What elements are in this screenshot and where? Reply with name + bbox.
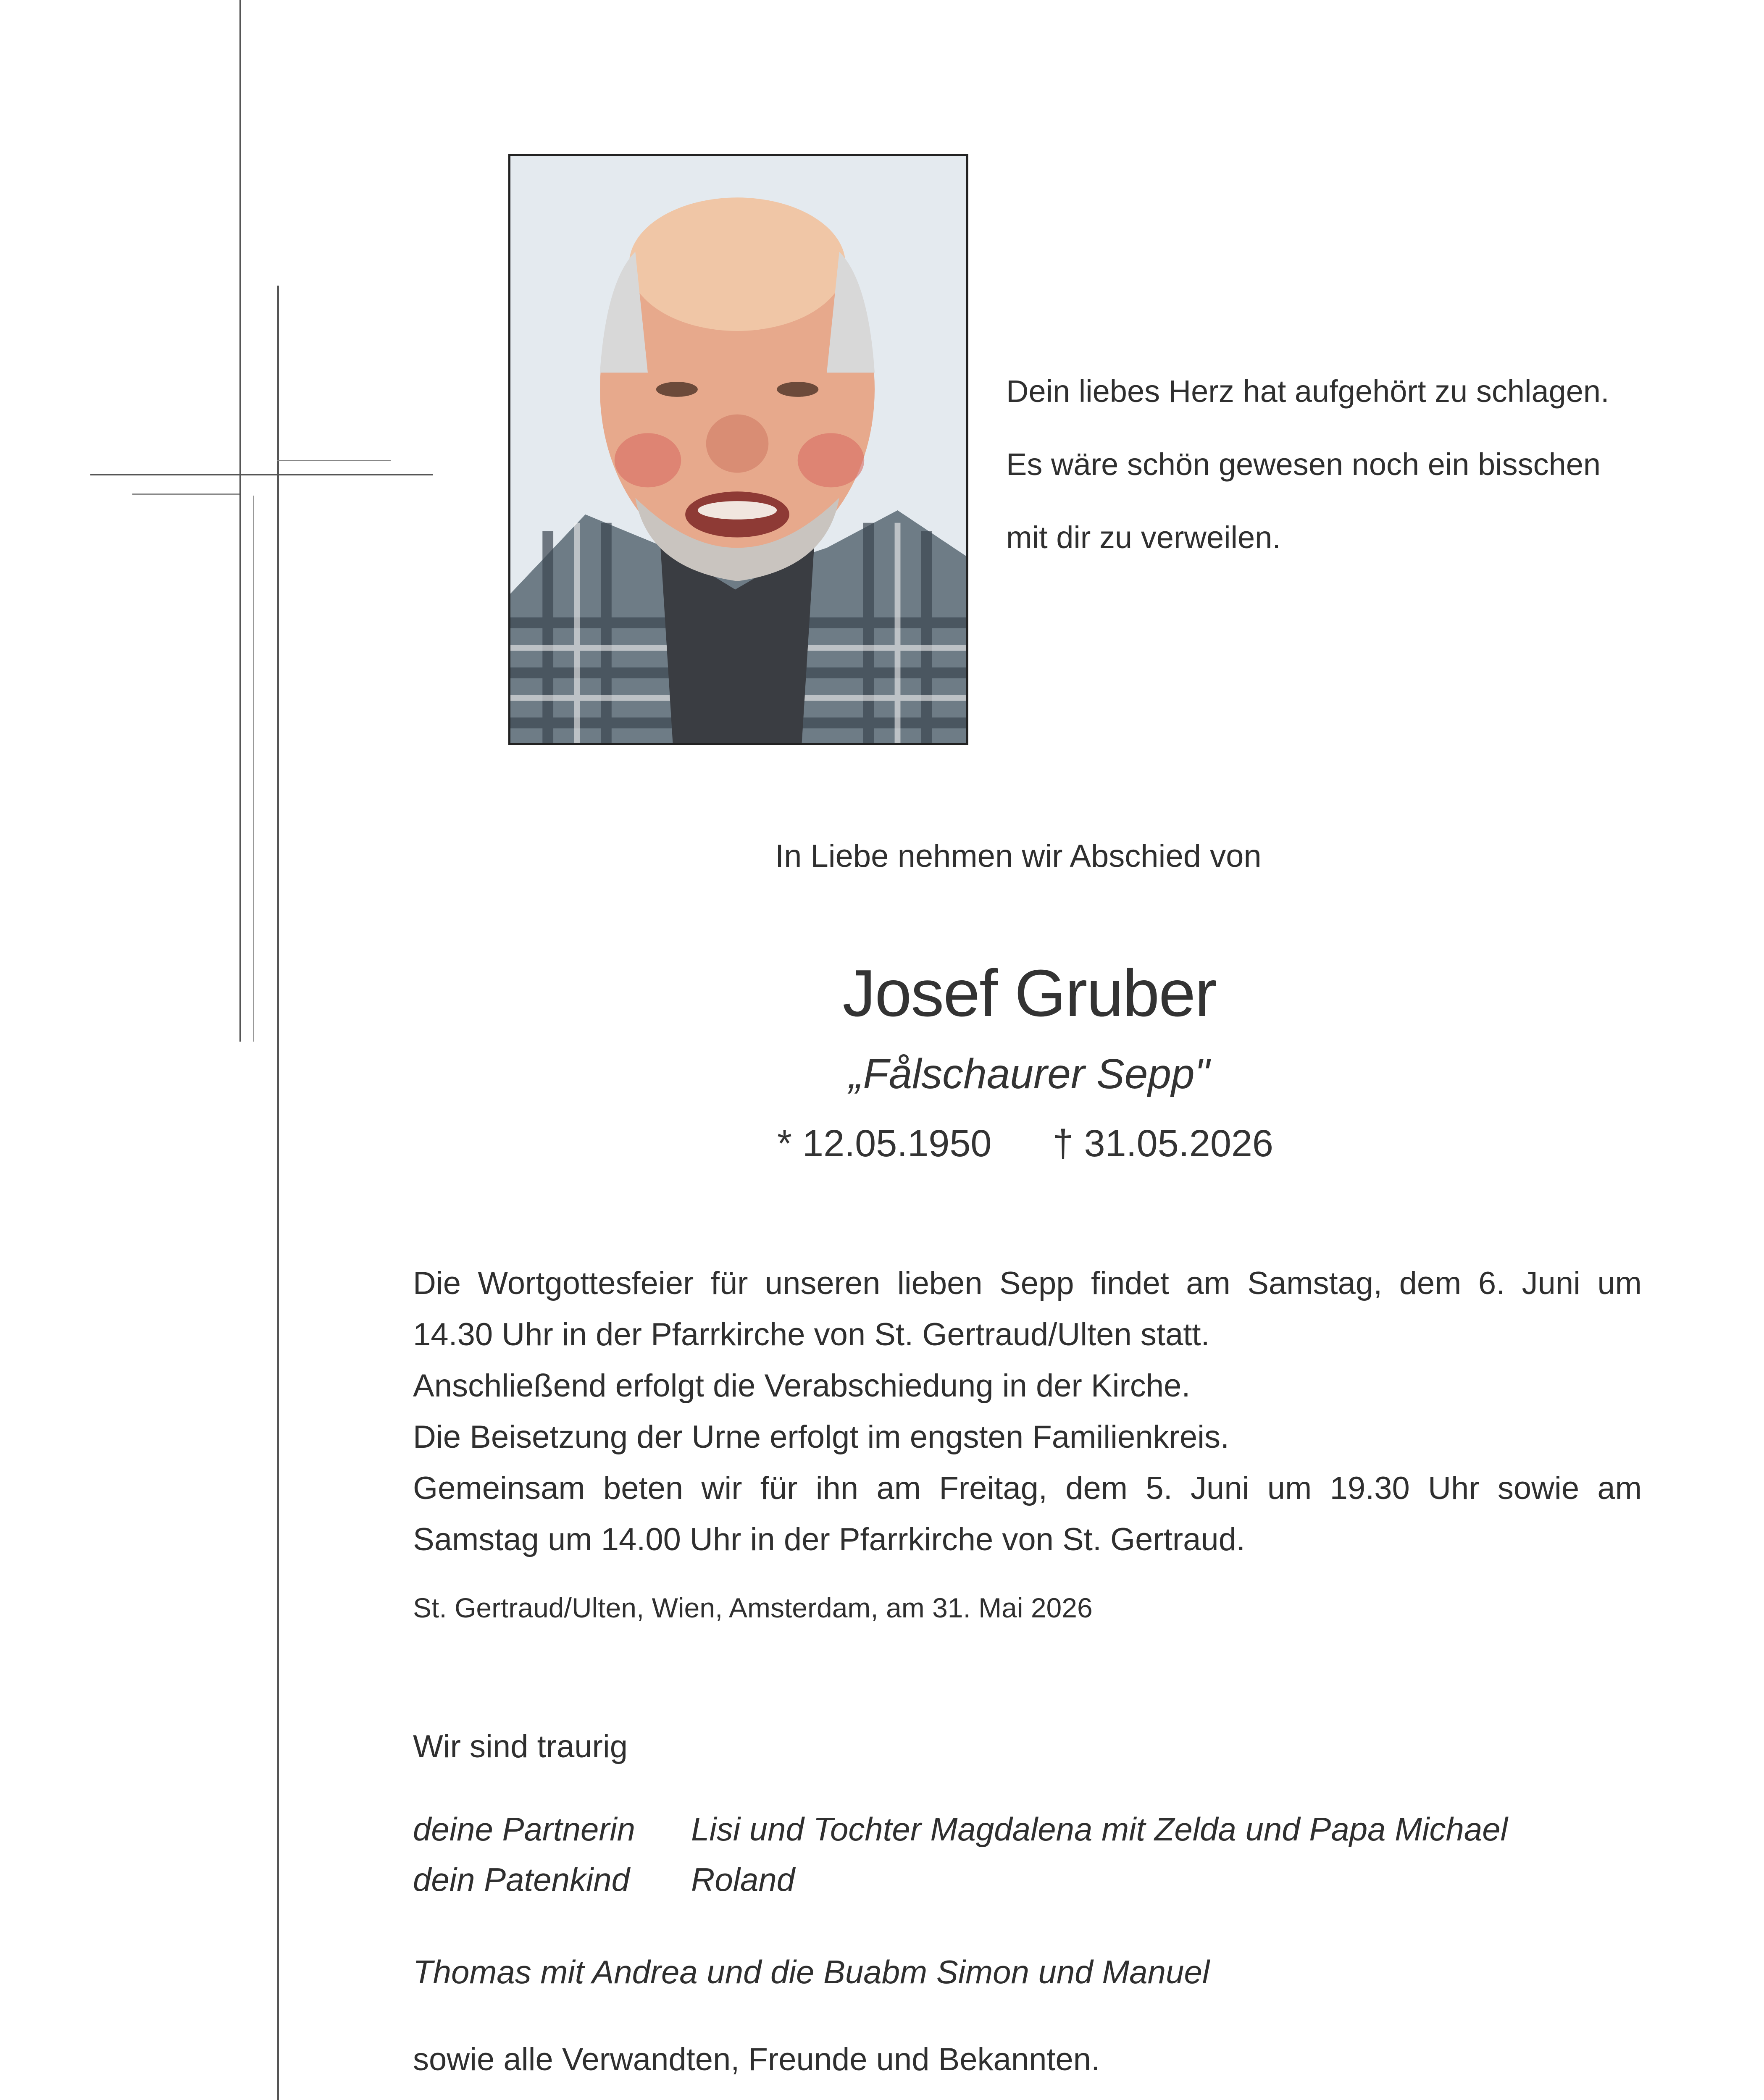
relation-names: Lisi und Tochter Magdalena mit Zelda und Papa Michael [691,1811,1508,1848]
birth-date: * 12.05.1950 [777,1123,992,1165]
cross-horizontal-line [90,474,433,475]
quote-line-3: mit dir zu verweilen. [1006,520,1281,555]
place-and-date: St. Gertraud/Ulten, Wien, Amsterdam, am 31. Mai 2026 [413,1592,1093,1623]
cross-vertical-line-inner [277,286,279,2100]
deceased-name: Josef Gruber [842,956,1216,1030]
announcement-line: Gemeinsam beten wir für ihn am Freitag, dem 5. Juni um 19.30 Uhr sowie am [413,1470,1642,1506]
announcement-line: Samstag um 14.00 Uhr in der Pfarrkirche von St. Gertraud. [413,1522,1246,1557]
relation-role: dein Patenkind [413,1861,630,1898]
deceased-nickname: „Fålschaurer Sepp" [849,1050,1210,1097]
announcement-line: 14.30 Uhr in der Pfarrkirche von St. Gertraud/Ulten statt. [413,1317,1210,1352]
cross-horizontal-line-lower [132,494,239,495]
portrait-photo [508,154,968,745]
cross-horizontal-line-short [277,460,391,461]
memorial-quote [1006,355,1609,574]
cross-vertical-line-inner-2 [253,496,254,1042]
death-date: † 31.05.2026 [1052,1123,1273,1165]
other-mourners: Thomas mit Andrea und die Buabm Simon und Manuel [413,1953,1210,1990]
life-dates [777,1122,1273,1166]
farewell-intro: In Liebe nehmen wir Abschied von [775,838,1262,874]
mourners-intro: Wir sind traurig [413,1729,628,1764]
announcement-line: Die Wortgottesfeier für unseren lieben Sepp findet am Samstag, dem 6. Juni um [413,1265,1642,1301]
quote-line-2: Es wäre schön gewesen noch ein bisschen [1006,447,1601,482]
all-relatives: sowie alle Verwandten, Freunde und Bekannten. [413,2042,1100,2077]
relation-names: Roland [691,1861,795,1898]
quote-line-1: Dein liebes Herz hat aufgehört zu schlagen. [1006,374,1609,409]
service-announcement [413,1258,1642,1565]
announcement-line: Anschließend erfolgt die Verabschiedung in der Kirche. [413,1368,1191,1404]
cross-vertical-line-outer [239,0,241,1042]
relation-role: deine Partnerin [413,1811,636,1848]
announcement-line: Die Beisetzung der Urne erfolgt im engsten Familienkreis. [413,1419,1230,1455]
